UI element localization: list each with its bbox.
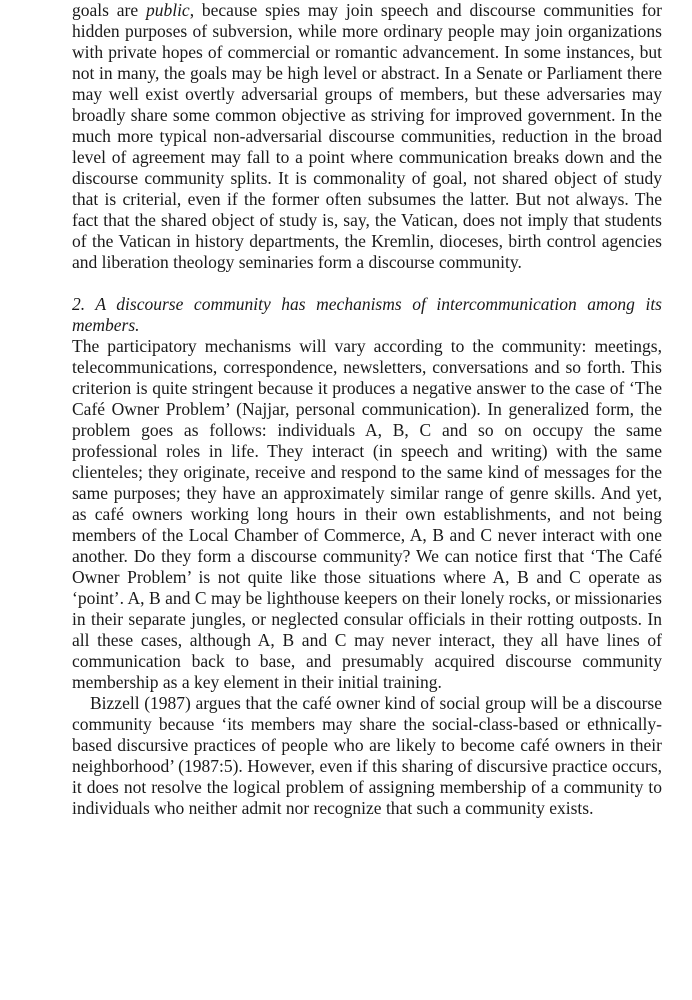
paragraph-goals-after: , because spies may join speech and discourse communities for hidden purposes of subversion, while more ordinary people may join organizations with private hopes of commercial or romantic advancement. In some instances, but not in many, the goals may be high level or abstract. In a Senate or Parliament there may well exist overtly adversarial groups of members, but these adversaries may broadly share some common objective as striving for improved government. In the much more typical non-adversarial discourse communities, reduction in the broad level of agreement may fall to a point where communication breaks down and the discourse community splits. It is commonality of goal, not shared object of study that is criterial, even if the former often subsumes the latter. But not always. The fact that the shared object of study is, say, the Vatican, does not imply that students of the Vatican in history departments, the Kremlin, dioceses, birth control agencies and liberation theology seminaries form a discourse community. [72,0,662,272]
paragraph-mechanisms: The participatory mechanisms will vary according to the community: meetings, telecommunications, correspondence, newsletters, conversations and so forth. This criterion is quite stringent because it produces a negative answer to the case of ‘The Café Owner Problem’ (Najjar, personal communication). In generalized form, the problem goes as follows: individuals A, B, C and so on occupy the same professional roles in life. They interact (in speech and writing) with the same clienteles; they originate, receive and respond to the same kind of messages for the same purposes; they have an approximately similar range of genre skills. And yet, as café owners working long hours in their own establishments, and not being members of the Local Chamber of Commerce, A, B and C never interact with one another. Do they form a discourse community? We can notice first that ‘The Café Owner Problem’ is not quite like those situations where A, B and C operate as ‘point’. A, B and C may be lighthouse keepers on their lonely rocks, or missionaries in their separate jungles, or neglected consular officials in their rotting outposts. In all these cases, although A, B and C may never interact, they all have lines of communication back to base, and presumably acquired discourse community membership as a key element in their initial training. [72,336,662,692]
emphasis-public: public [145,0,190,20]
book-page [72,0,662,819]
criterion-heading: 2. A discourse community has mechanisms of intercommunication among its members. [72,294,662,335]
paragraph-goals-before: goals are [72,0,146,20]
paragraph-bizzell: Bizzell (1987) argues that the café owner kind of social group will be a discourse community because ‘its members may share the social-class-based or ethnically-based discursive practices of people who are likely to become café owners in their neighborhood’ (1987:5). However, even if this sharing of discursive practice occurs, it does not resolve the logical problem of assigning membership of a community to individuals who neither admit nor recognize that such a community exists. [72,693,662,818]
paragraph-spacer [72,273,662,294]
paragraph-goals [72,0,662,273]
